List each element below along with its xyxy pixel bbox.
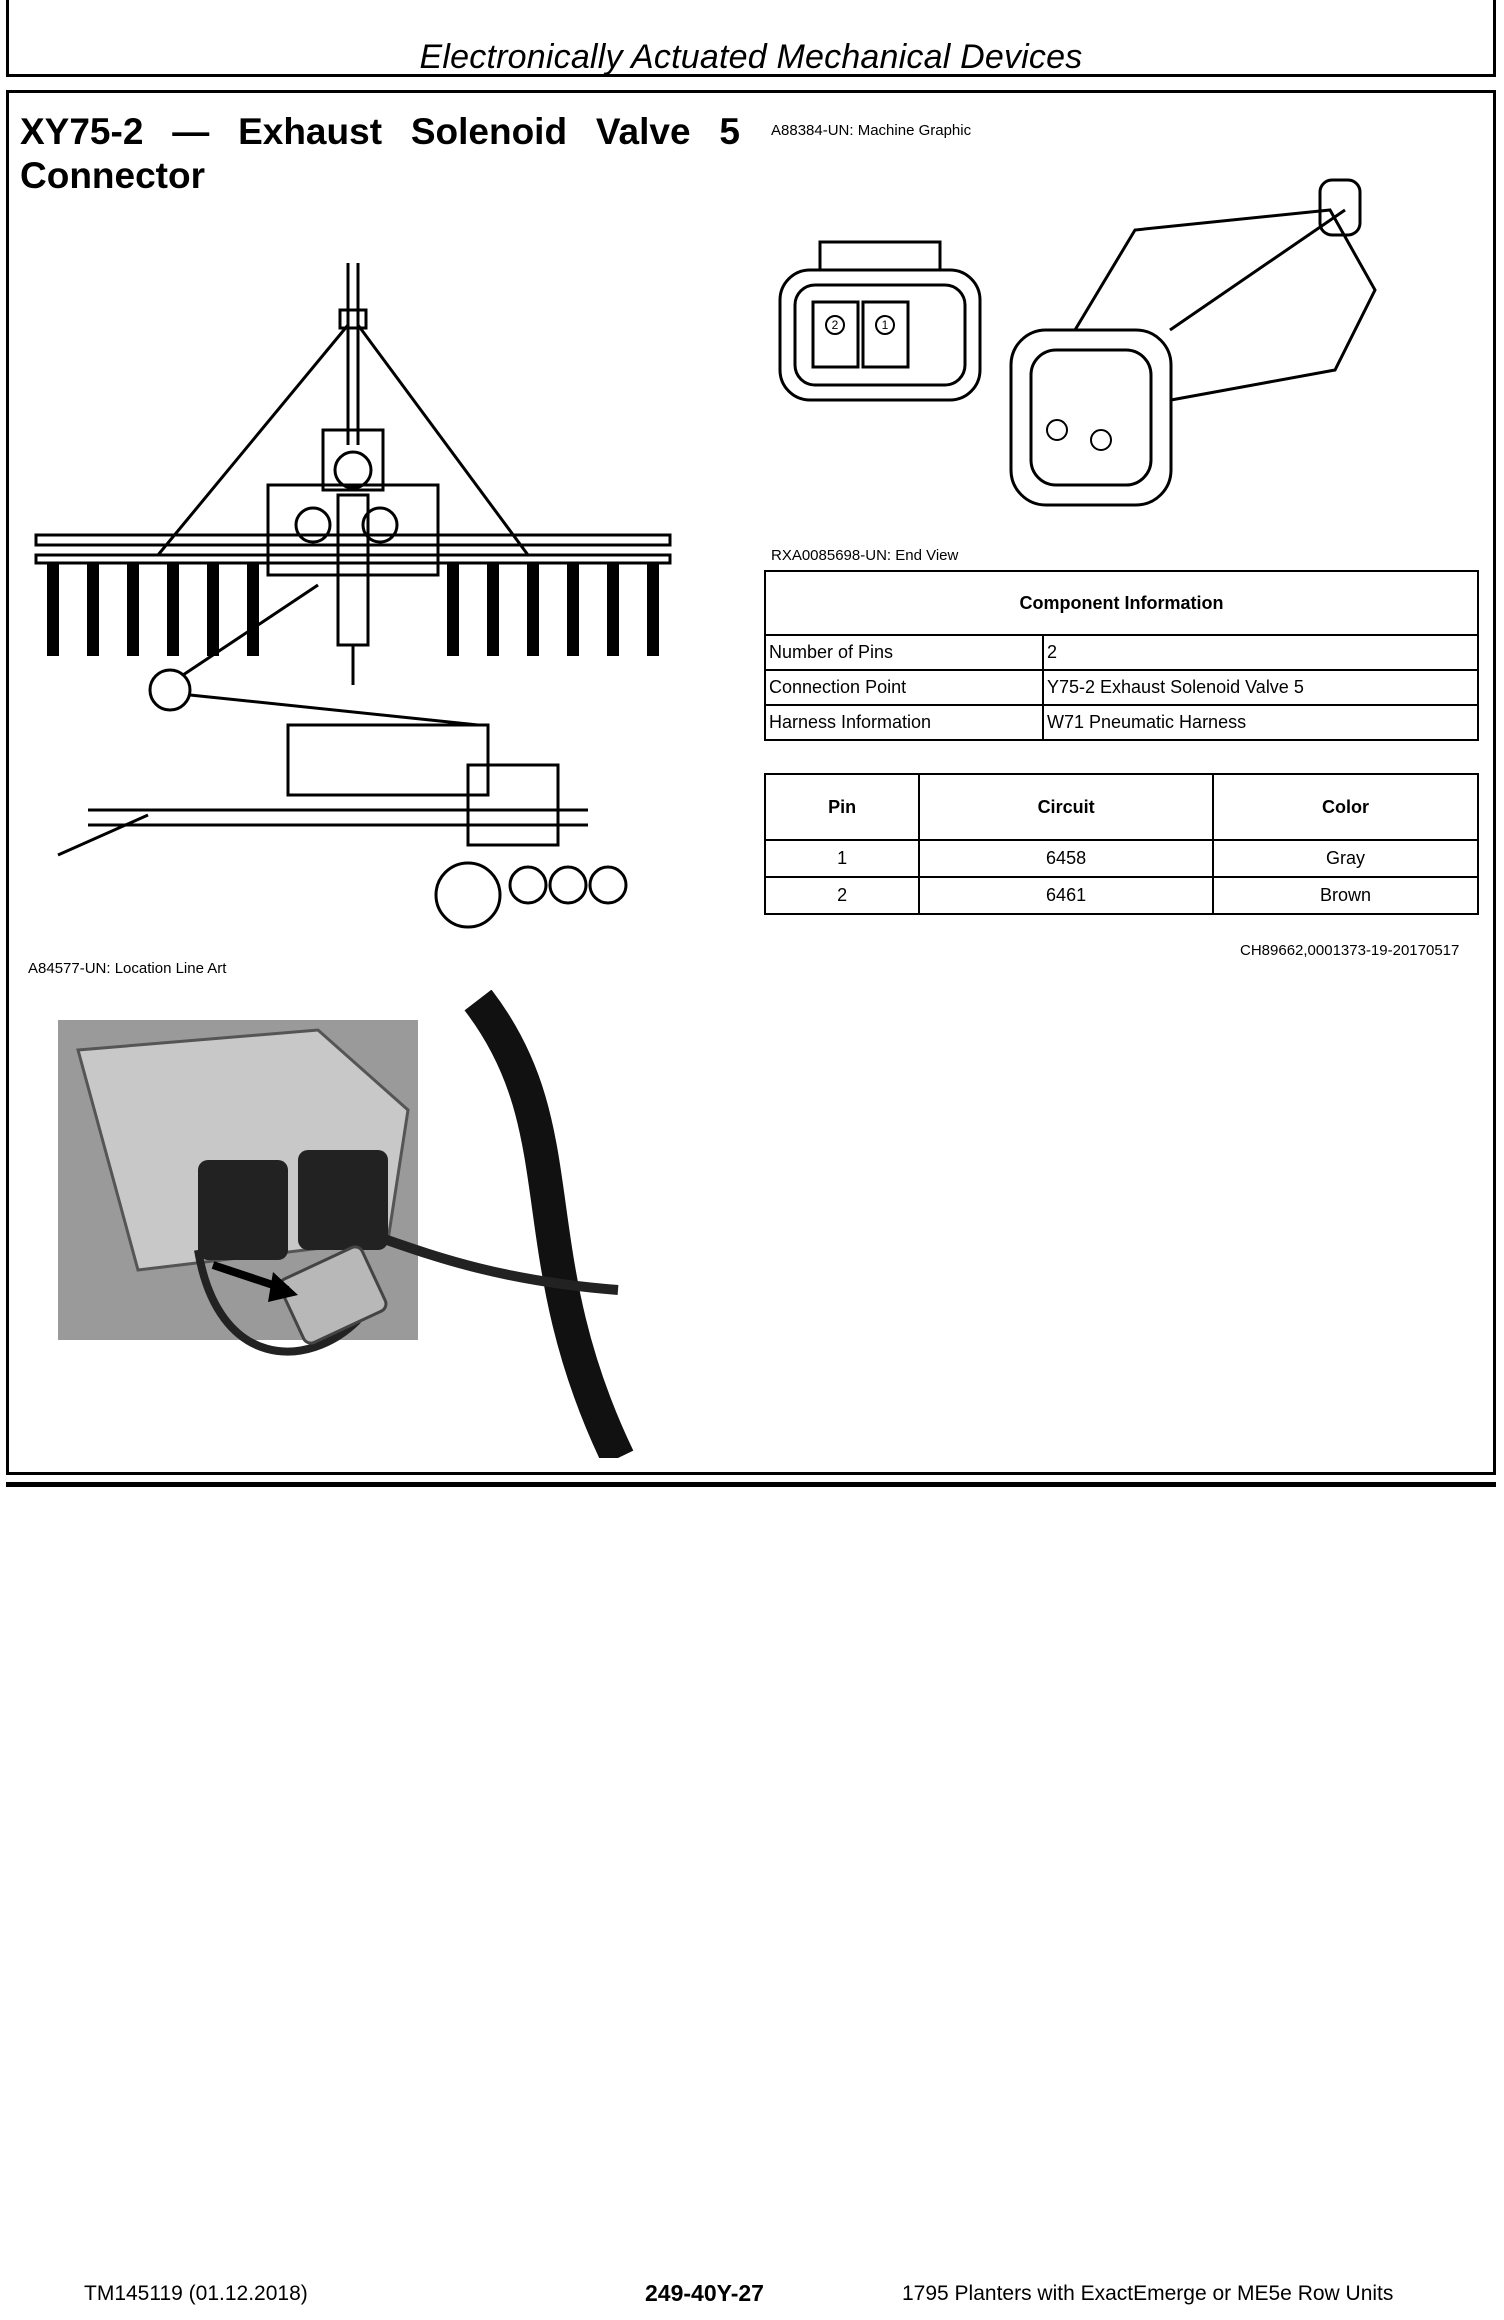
- caption-location-line-art: A84577-UN: Location Line Art: [28, 960, 227, 977]
- caption-reference: CH89662,0001373-19-20170517: [1240, 942, 1460, 959]
- pin-table-header: Pin Circuit Color: [765, 774, 1478, 840]
- table-row: 2 6461 Brown: [765, 877, 1478, 914]
- footer-doc-id: TM145119 (01.12.2018): [84, 2282, 308, 2305]
- footer-page-number: 249-40Y-27: [645, 2280, 764, 2306]
- component-heading: [20, 110, 740, 198]
- section-divider: [6, 1482, 1496, 1487]
- table-row: Number of Pins 2: [765, 635, 1478, 670]
- component-info-table: [764, 570, 1479, 741]
- pin-2-label: 2: [831, 318, 839, 332]
- caption-machine-graphic: A88384-UN: Machine Graphic: [771, 122, 972, 139]
- table-row: 1 6458 Gray: [765, 840, 1478, 877]
- heading-line-1: XY75-2 — Exhaust Solenoid Valve 5: [20, 111, 740, 152]
- pin-table: [764, 773, 1479, 915]
- pin-1-label: 1: [881, 318, 889, 332]
- connector-end-view: [775, 170, 1415, 540]
- footer-product: 1795 Planters with ExactEmerge or ME5e Row Units: [902, 2282, 1394, 2305]
- section-title: Electronically Actuated Mechanical Devices: [419, 38, 1083, 76]
- solenoid-valve-photo: [58, 990, 668, 1458]
- table-row: Connection Point Y75-2 Exhaust Solenoid Valve 5: [765, 670, 1478, 705]
- component-info-header: Component Information: [765, 571, 1478, 635]
- page-header: [6, 0, 1496, 77]
- heading-line-2: Connector: [20, 155, 205, 196]
- table-row: Harness Information W71 Pneumatic Harness: [765, 705, 1478, 740]
- planter-machine-graphic: [28, 255, 678, 955]
- caption-end-view: RXA0085698-UN: End View: [771, 547, 959, 564]
